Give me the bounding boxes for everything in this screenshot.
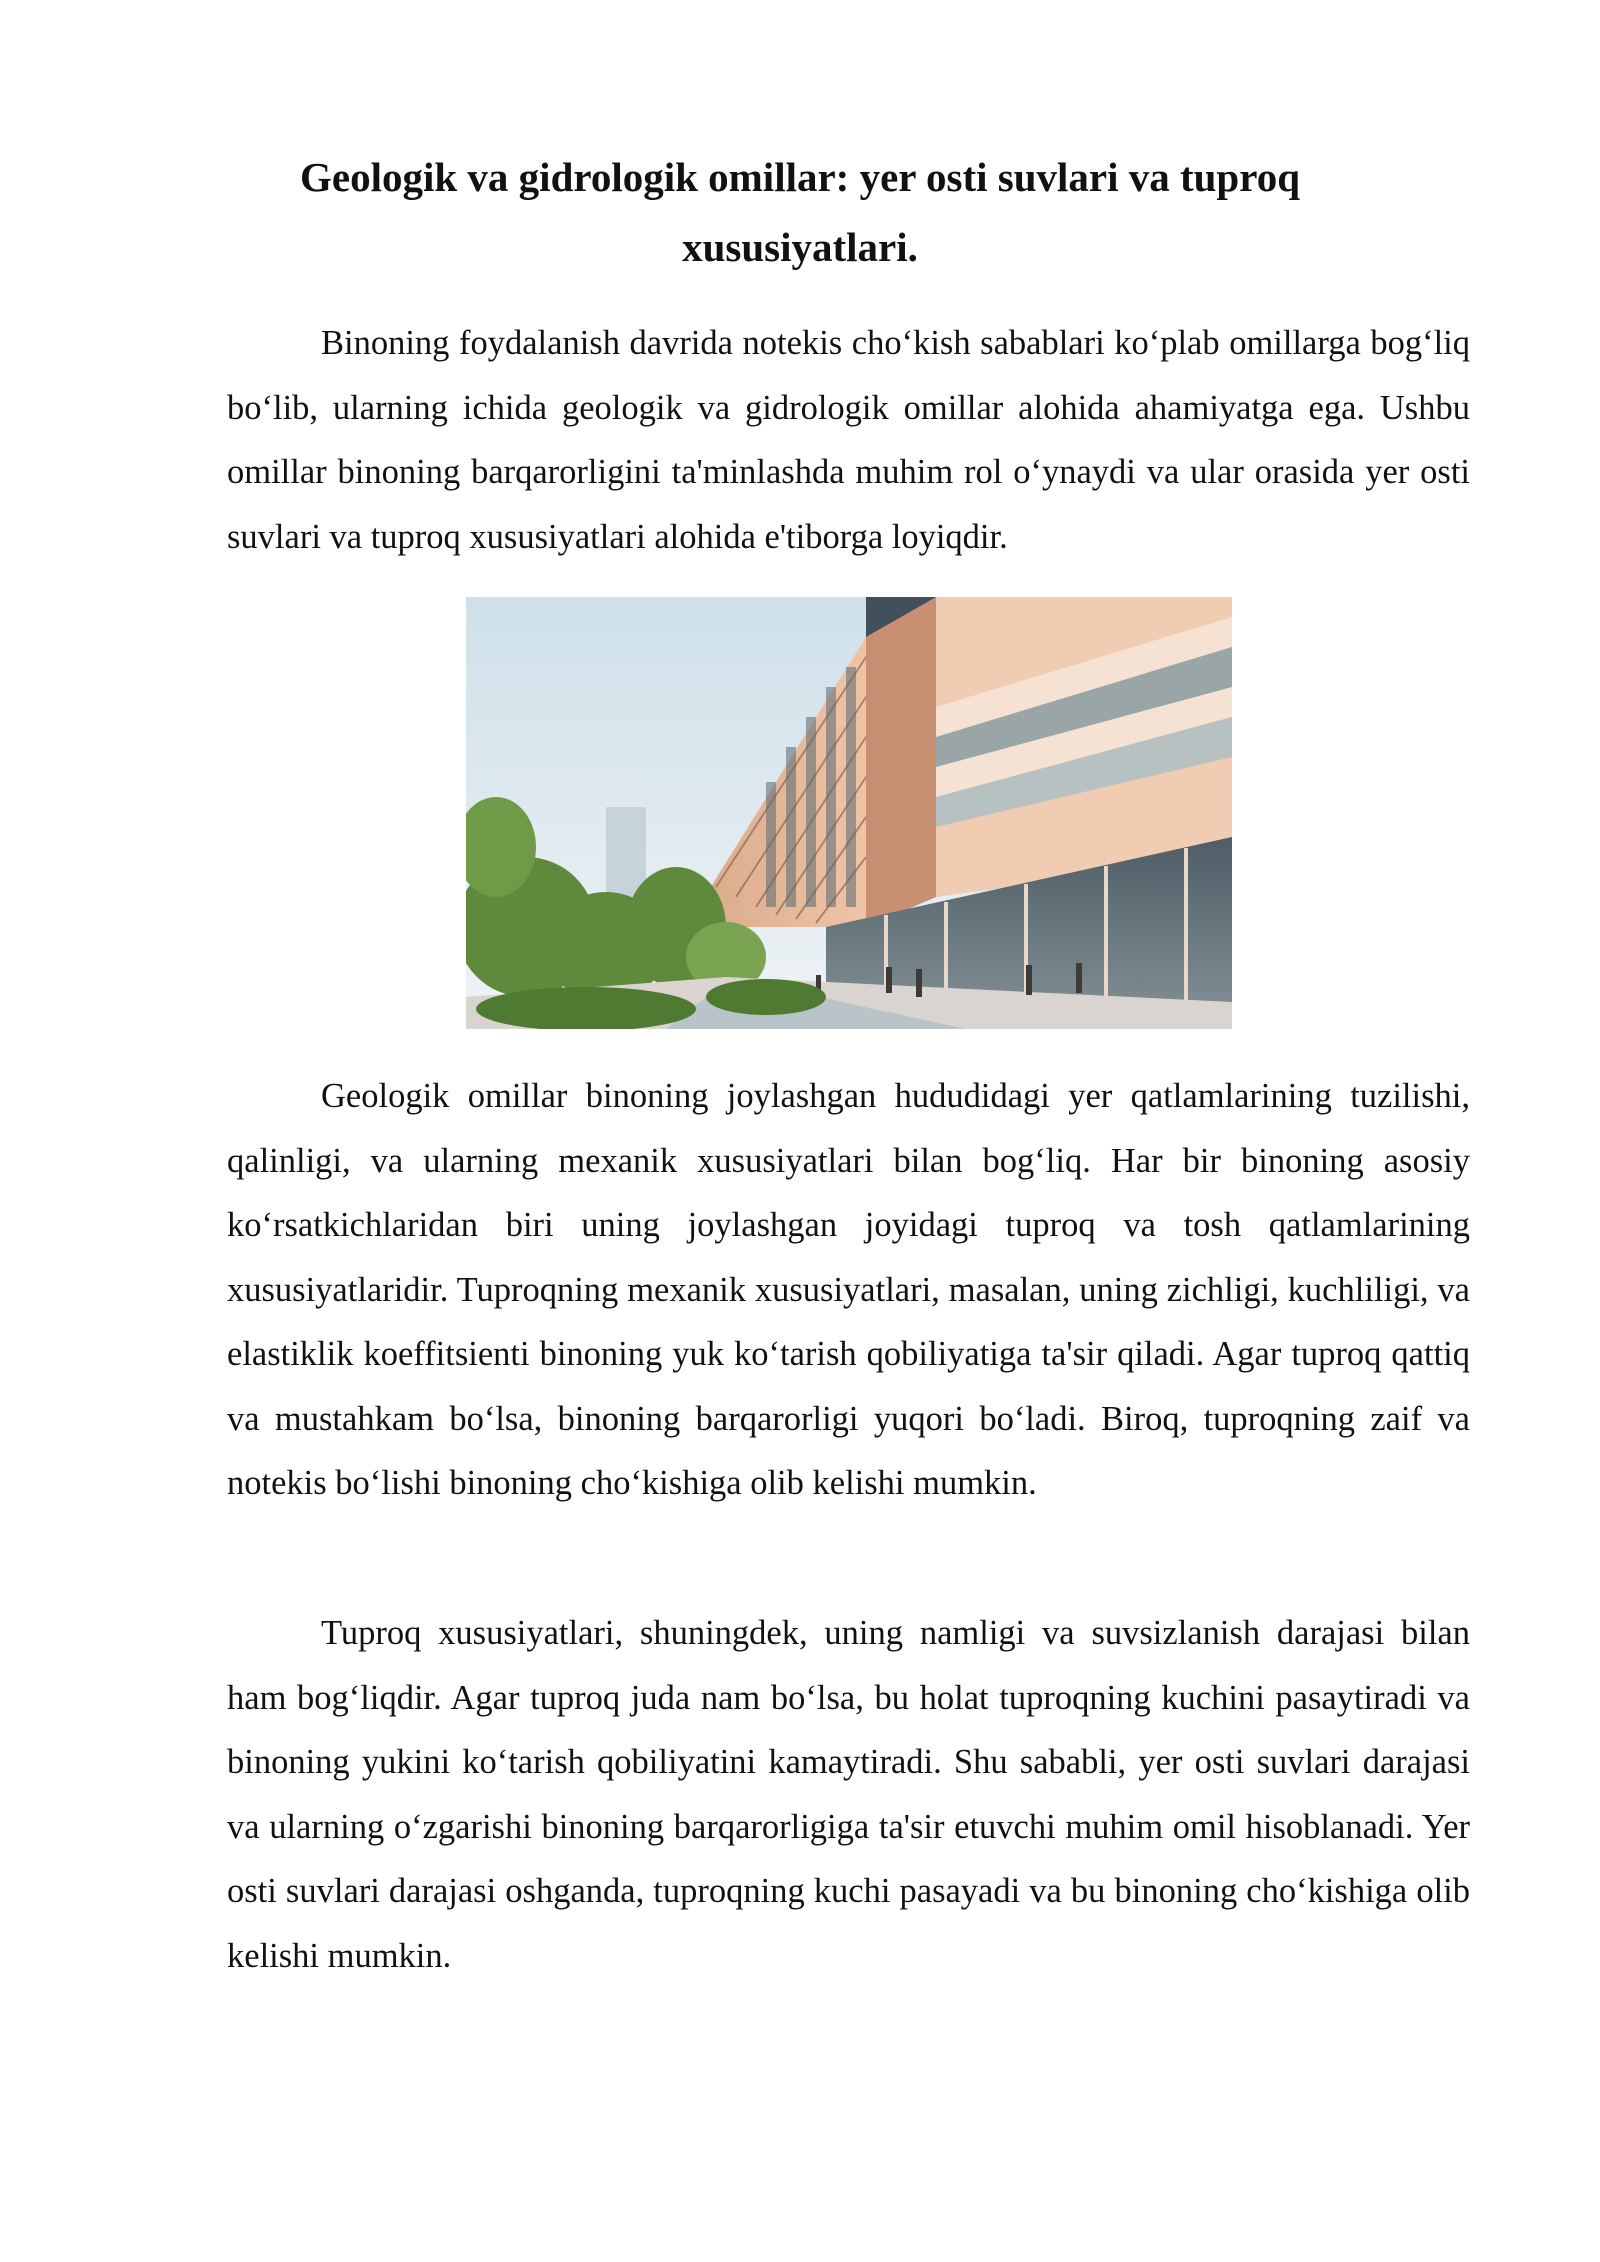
paragraph-geological: Geologik omillar binoning joylashgan hududidagi yer qatlamlarining tuzilishi, qalinligi, va ularning mexanik xususiyatlari bilan bog‘liq. Har bir binoning asosiy ko‘rsatkichlaridan biri uning joylashgan joyidagi tuproq va tosh qatlamlarining xususiyatlaridir. Tuproqning mexanik xususiyatlari, masalan, uning zichligi, kuchliligi, va elastiklik koeffitsienti binoning yuk ko‘tarish qobiliyatiga ta'sir qiladi. Agar tuproq qattiq va mustahkam bo‘lsa, binoning barqarorligi yuqori bo‘ladi. Biroq, tuproqning zaif va notekis bo‘lishi binoning cho‘kishiga olib kelishi mumkin. bbox=[227, 1077, 1470, 1502]
paragraph-soil: Tuproq xususiyatlari, shuningdek, uning namligi va suvsizlanish darajasi bilan ham bog‘liqdir. Agar tuproq juda nam bo‘lsa, bu holat tuproqning kuchini pasaytiradi va binoning yukini ko‘tarish qobiliyatini kamaytiradi. Shu sababli, yer osti suvlari darajasi va ularning o‘zgarishi binoning barqarorligiga ta'sir etuvchi muhim omil hisoblanadi. Yer osti suvlari darajasi oshganda, tuproqning kuchi pasayadi va bu binoning cho‘kishiga olib kelishi mumkin. bbox=[227, 1614, 1470, 1975]
page-title: Geologik va gidrologik omillar: yer osti suvlari va tuproq xususiyatlari. bbox=[300, 154, 1300, 270]
paragraph-intro: Binoning foydalanish davrida notekis cho‘kish sabablari ko‘plab omillarga bog‘liq bo‘lib, ularning ichida geologik va gidrologik omillar alohida ahamiyatga ega. Ushbu omillar binoning barqarorligini ta'minlashda muhim rol o‘ynaydi va ular orasida yer osti suvlari va tuproq xususiyatlari alohida e'tiborga loyiqdir. bbox=[227, 324, 1470, 556]
building-illustration bbox=[466, 597, 1232, 1029]
